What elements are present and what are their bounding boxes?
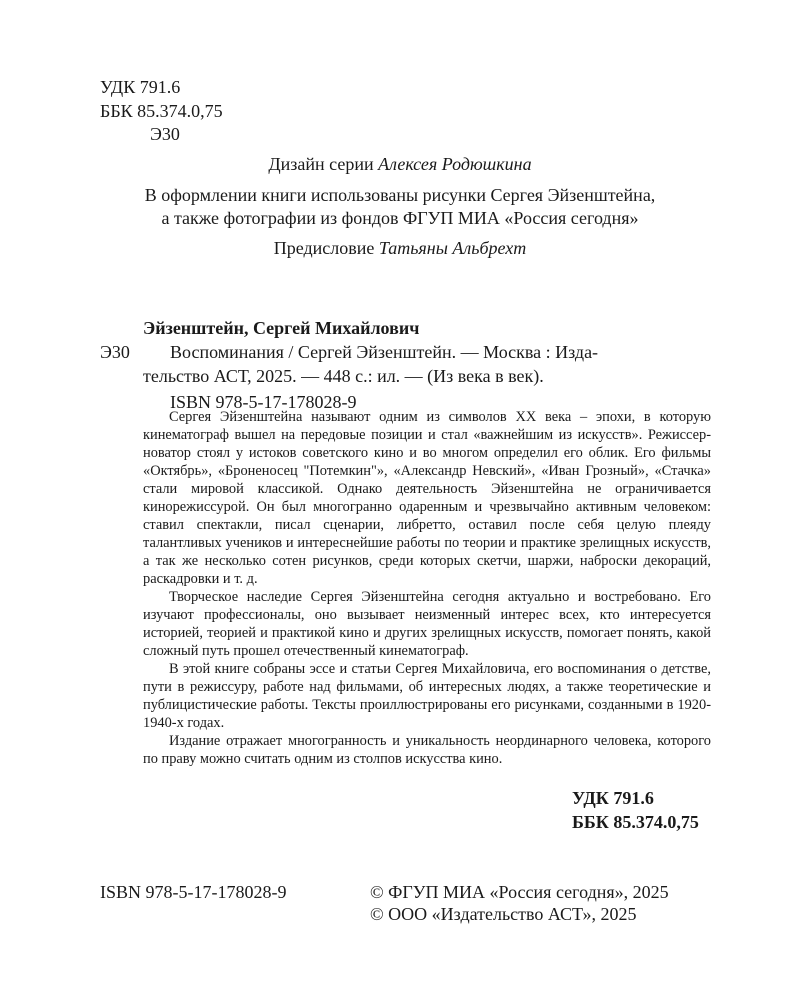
copyright-ria: © ФГУП МИА «Россия сегодня», 2025 bbox=[370, 882, 669, 902]
bbk-top: ББК 85.374.0,75 bbox=[100, 101, 223, 121]
annotation bbox=[143, 408, 711, 768]
design-label: Дизайн серии bbox=[268, 154, 374, 174]
annotation-paragraph: Сергея Эйзенштейна называют одним из символов XX века – эпохи, в которую кинематограф вышел на передовые позиции и стал «важнейшим из искусств». Режиссер-новатор стоял у истоков советского кино и во многом определил его облик. Его фильмы «Октябрь», «Броненосец "Потемкин"», «Александр Невский», «Иван Грозный», «Стачка» стали мировой классикой. Однако деятельность Эйзенштейна не ограничивается кинорежиссурой. Он был многогранно одаренным и чрезвычайно активным человеком: ставил спектакли, писал сценарии, либретто, оставил после себя целую плеяду талантливых учеников и интереснейшие работы по теории и практике зрелищных искусств, а так же несколько сотен рисунков, среди которых скетчи, шаржи, наброски декораций, раскадровки и т. д. bbox=[143, 409, 711, 587]
preface-name: Татьяны Альбрехт bbox=[378, 238, 527, 258]
bbk-bottom: ББК 85.374.0,75 bbox=[572, 812, 699, 832]
preface-credit bbox=[0, 236, 800, 260]
annotation-paragraph: Издание отражает многогранность и уникальность неординарного человека, которого по праву можно считать одним из столпов искусства кино. bbox=[143, 733, 711, 767]
copyright-ast: © ООО «Издательство АСТ», 2025 bbox=[370, 904, 637, 924]
annotation-paragraph: Творческое наследие Сергея Эйзенштейна сегодня актуально и востребовано. Его изучают профессионалы, оно вызывает неизменный интерес всех, кто интересуется историей, теорией и практикой кино и других зрелищных искусств, помогает понять, какой сложный путь прошел отечественный кинематограф. bbox=[143, 589, 711, 659]
udk-bottom: УДК 791.6 bbox=[572, 788, 654, 808]
author-sign-record: Э30 bbox=[100, 342, 130, 362]
design-name: Алексея Родюшкина bbox=[378, 154, 532, 174]
illustrations-credit-line-2: а также фотографии из фондов ФГУП МИА «Россия сегодня» bbox=[161, 208, 639, 228]
annotation-paragraph: В этой книге собраны эссе и статьи Сергея Михайловича, его воспоминания о детстве, пути в режиссуру, работе над фильмами, об интересных людях, а также теоретические и публицистические работы. Тексты проиллюстрированы его рисунками, созданными в 1920-1940-х годах. bbox=[143, 661, 711, 731]
preface-label: Предисловие bbox=[273, 238, 375, 258]
illustrations-credit-line-1: В оформлении книги использованы рисунки Сергея Эйзенштейна, bbox=[144, 185, 656, 205]
author-sign-top: Э30 bbox=[150, 124, 180, 144]
series-design-credit bbox=[0, 152, 800, 176]
udk-top: УДК 791.6 bbox=[100, 77, 181, 97]
isbn-footer: ISBN 978-5-17-178028-9 bbox=[100, 882, 287, 902]
title-line-1: Воспоминания / Сергей Эйзенштейн. — Москва : Изда- bbox=[170, 342, 599, 362]
author-heading: Эйзенштейн, Сергей Михайлович bbox=[143, 318, 420, 338]
isbn-record: ISBN 978-5-17-178028-9 bbox=[170, 392, 357, 412]
title-line-2: тельство АСТ, 2025. — 448 с.: ил. — (Из века в век). bbox=[143, 366, 544, 386]
